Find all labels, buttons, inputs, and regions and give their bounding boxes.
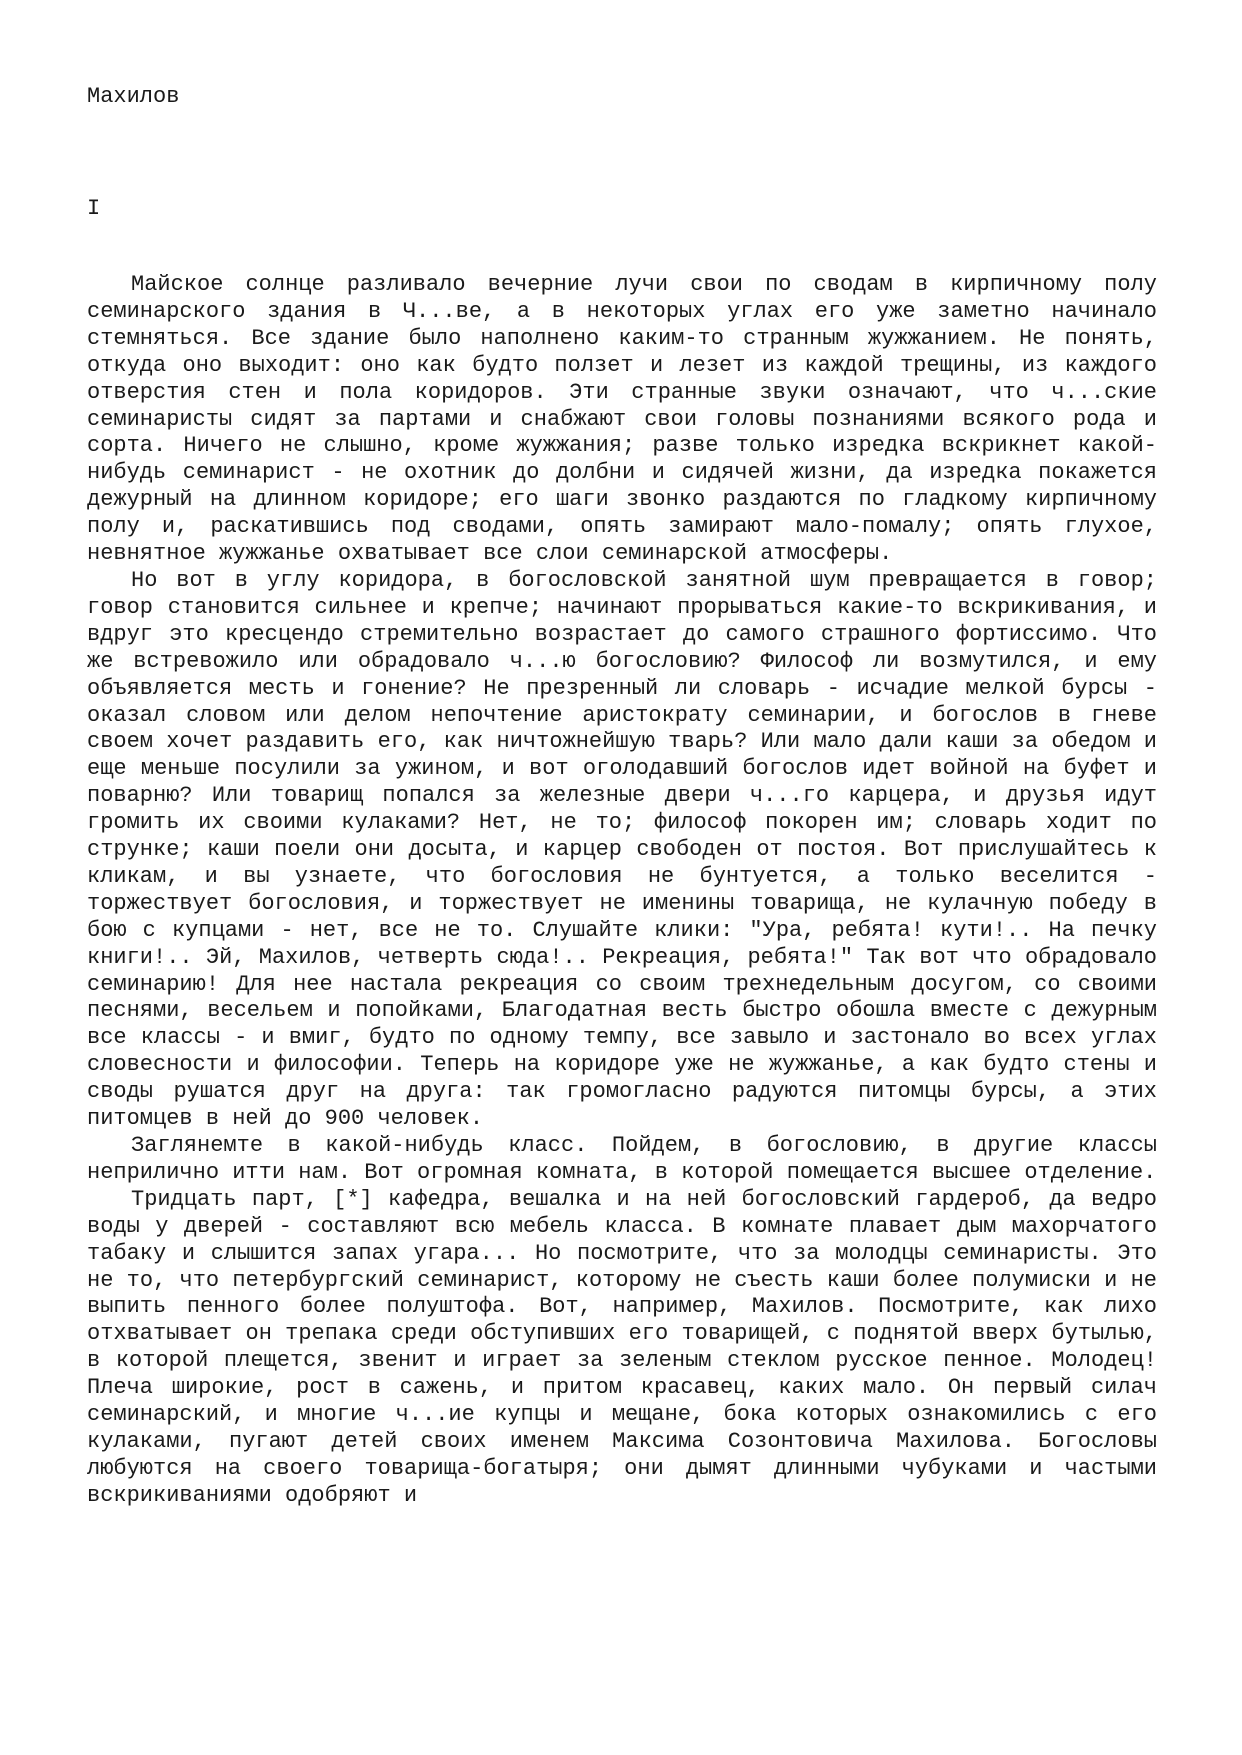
paragraph: Но вот в углу коридора, в богословской занятной шум превращается в говор; говор становится сильнее и крепче; начинают прорываться какие-то вскрикивания, и вдруг это кресцендо стремительно возрастает до самого страшного фортиссимо. Что же встревожило или обрадовало ч...ю богословию? Философ ли возмутился, и ему объявляется месть и гонение? Не презренный ли словарь - исчадие мелкой бурсы - оказал словом или делом непочтение аристократу семинарии, и богослов в гневе своем хочет раздавить его, как ничтожнейшую тварь? Или мало дали каши за обедом и еще меньше посулили за ужином, и вот оголодавший богослов идет войной на буфет и поварню? Или товарищ попался за железные двери ч...го карцера, и друзья идут громить их своими кулаками? Нет, не то; философ покорен им; словарь ходит по струнке; каши поели они досыта, и карцер свободен от постоя. Вот прислушайтесь к кликам, и вы узнаете, что богословия не бунтуется, а только веселится - торжествует богословия, и торжествует не именины товарища, не кулачную победу в бою с купцами - нет, все не то. Слушайте клики: "Ура, ребята! кути!.. На печку книги!.. Эй, Махилов, четверть сюда!.. Рекреация, ребята!" Так вот что обрадовало семинарию! Для нее настала рекреация со своим трехнедельным досугом, со своими песнями, весельем и попойками, Благодатная весть быстро обошла вместе с дежурным все классы - и вмиг, будто по одному темпу, все завыло и застонало во всех углах словесности и философии. Теперь на коридоре уже не жужжанье, а как будто стены и своды рушатся друг на друга: так громогласно радуются питомцы бурсы, а этих питомцев в ней до 900 человек.: [87, 567, 1157, 1132]
paragraph: Заглянемте в какой-нибудь класс. Пойдем, в богословию, в другие классы неприлично итти нам. Вот огромная комната, в которой помещается высшее отделение.: [87, 1133, 1157, 1185]
paragraph: Тридцать парт, [*] кафедра, вешалка и на ней богословский гардероб, да ведро воды у дверей - составляют всю мебель класса. В комнате плавает дым махорчатого табаку и слышится запах угара... Но посмотрите, что за молодцы семинаристы. Это не то, что петербургский семинарист, которому не съесть каши более полумиски и не выпить пенного более полуштофа. Вот, например, Махилов. Посмотрите, как лихо отхватывает он трепака среди обступивших его товарищей, с поднятой вверх бутылью, в которой плещется, звенит и играет за зеленым стеклом русское пенное. Молодец! Плеча широкие, рост в сажень, и притом красавец, каких мало. Он первый силач семинарский, и многие ч...ие купцы и мещане, бока которых ознакомились с его кулаками, пугают детей своих именем Максима Созонтовича Махилова. Богословы любуются на своего товарища-богатыря; они дымят длинными чубуками и частыми вскрикиваниями одобряют и: [87, 1186, 1157, 1508]
document-body: [87, 272, 1157, 1510]
paragraph: Майское солнце разливало вечерние лучи свои по сводам в кирпичному полу семинарского здания в Ч...ве, а в некоторых углах его уже заметно начинало стемняться. Все здание было наполнено каким-то странным жужжанием. Не понять, откуда оно выходит: оно как будто ползет и лезет из каждой трещины, из каждого отверстия стен и пола коридоров. Эти странные звуки означают, что ч...ские семинаристы сидят за партами и снабжают свои головы познаниями всякого рода и сорта. Ничего не слышно, кроме жужжания; разве только изредка вскрикнет какой-нибудь семинарист - не охотник до долбни и сидячей жизни, да изредка покажется дежурный на длинном коридоре; его шаги звонко раздаются по гладкому кирпичному полу и, раскатившись под сводами, опять замирают мало-помалу; опять глухое, невнятное жужжанье охватывает все слои семинарской атмосферы.: [87, 272, 1157, 567]
chapter-number: I: [87, 196, 101, 221]
document-title: Махилов: [87, 84, 180, 109]
